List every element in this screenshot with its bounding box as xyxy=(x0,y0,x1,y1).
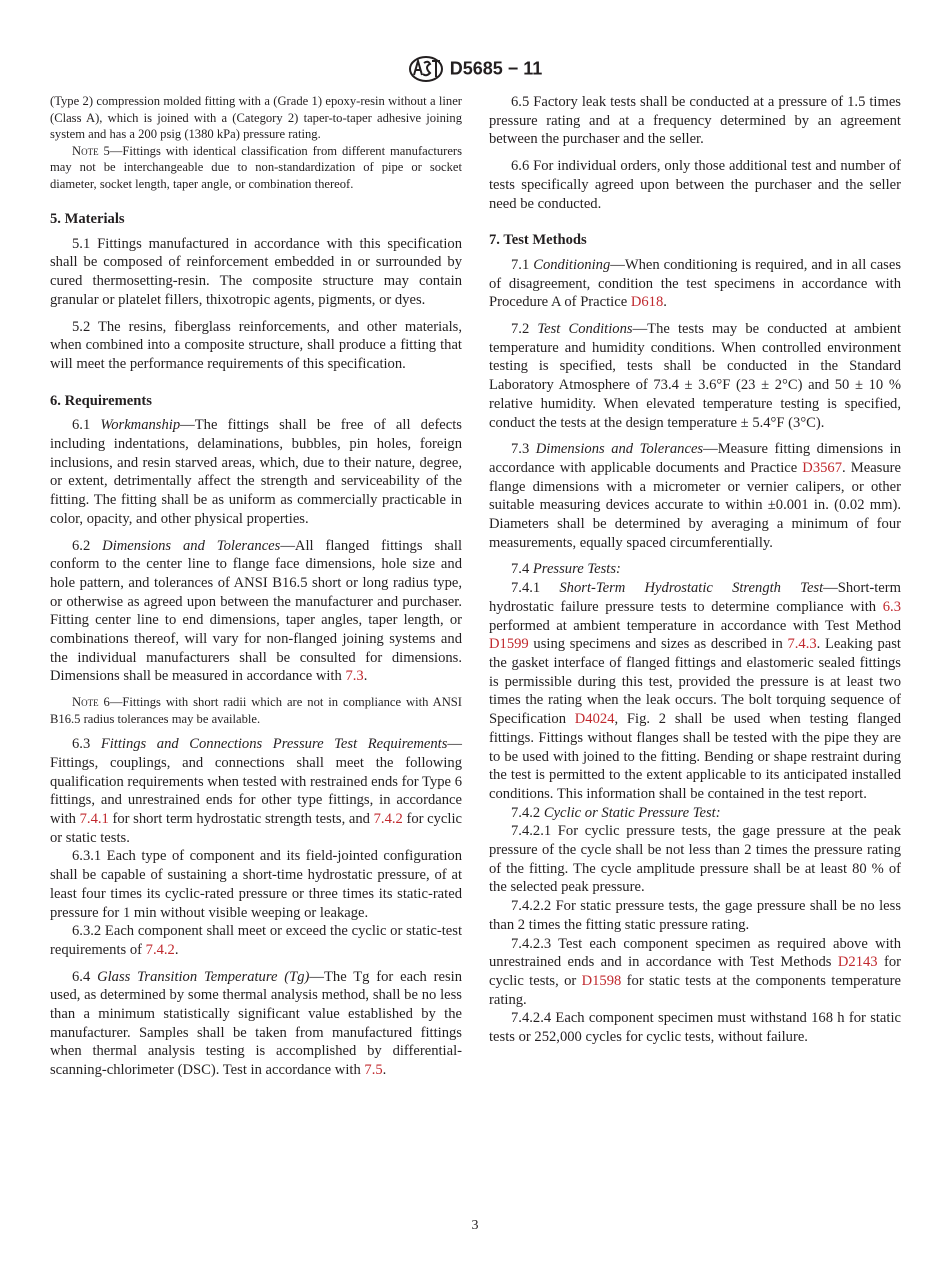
text: 6.2 xyxy=(72,537,103,554)
note xyxy=(50,143,462,193)
text: . xyxy=(382,1062,387,1079)
text: 7.4.2.2 For static pressure tests, the gage pressure shall be no less than 2 times the fitting static pressure rating. xyxy=(489,898,901,933)
paragraph xyxy=(50,93,462,143)
paragraph xyxy=(50,416,462,528)
astm-logo-icon xyxy=(408,55,444,83)
text: 6.5 Factory leak tests shall be conducted at a pressure of 1.5 times pressure rating and at a frequency determined by an agreement between the purchaser and the seller. xyxy=(489,94,901,148)
paragraph xyxy=(489,560,901,579)
paragraph xyxy=(489,157,901,213)
right-column xyxy=(489,93,901,1047)
text: 7.4 xyxy=(511,561,533,578)
text: 6. Requirements xyxy=(50,392,152,409)
text: (Type 2) compression molded fitting with a (Grade 1) epoxy-resin without a liner (Class A), which is joined with a (Category 2) taper-to-taper adhesive joining system and has a 200 psig (1380 kPa) pressure rating. xyxy=(50,94,462,141)
text: for cyclic or static tests. xyxy=(50,810,463,846)
page-number: 3 xyxy=(471,1218,479,1233)
text: 7.2 xyxy=(511,321,538,338)
text: Note xyxy=(72,695,99,710)
cross-reference-link[interactable]: D1599 xyxy=(489,636,529,653)
text: 7.4.2.1 For cyclic pressure tests, the gage pressure at the peak pressure of the cycle shall be not less than 2 times the pressure rating of the fitting. The cycle amplitude pressure shall be at least 80 % of the selected peak pressure. xyxy=(489,823,901,896)
cross-reference-link[interactable]: D2143 xyxy=(837,954,878,971)
paragraph xyxy=(489,822,901,897)
text: —All flanged fittings shall conform to the center line to flange face dimensions, hole size and hole pattern, and tolerances of ANSI B16.5 short or long radius type, or otherwise as agreed upon between the manufacturer and purchaser. Fitting center line to end dimensions, taper angles, taper length, or combinations thereof, will vary for non-flanged joining systems and the individual manufacturers shall be consulted for dimensions. Dimensions shall be measured in accordance with xyxy=(50,537,462,685)
text: 7.3 xyxy=(511,441,536,458)
text: 6.6 For individual orders, only those additional test and number of tests specifically agreed upon between the purchaser and the seller need be conducted. xyxy=(489,158,901,212)
text: 7.1 xyxy=(511,256,534,273)
text: 6.1 xyxy=(72,417,101,434)
paragraph xyxy=(50,968,462,1080)
text: performed at ambient temperature in accordance with Test Method xyxy=(489,617,901,634)
text: —Fittings, couplings, and connections shall meet the following qualification requirements when tested with restrained ends for Type 6 fittings, and unrestrained ends for other type fittings, in accordance with xyxy=(50,736,462,827)
text: Note xyxy=(72,143,99,158)
paragraph xyxy=(489,320,901,432)
italic-term: Workmanship xyxy=(100,417,181,434)
text: —The Tg for each resin used, as determined by some thermal analysis method, shall be no less than a minimum statistically significant value established by the manufacturer. Samples shall be taken from manufactured fittings when thermal analysis testing is accomplished by differential-scanning-chlorimeter (DSC). Test in accordance with xyxy=(50,968,463,1079)
paragraph xyxy=(489,440,901,552)
paragraph xyxy=(489,804,901,823)
text: . xyxy=(663,294,667,311)
cross-reference-link[interactable]: 7.4.2 xyxy=(145,941,175,958)
cross-reference-link[interactable]: 7.4.2 xyxy=(373,810,403,827)
cross-reference-link[interactable]: 7.3 xyxy=(345,668,364,685)
italic-term: Dimensions and Tolerances xyxy=(535,441,704,458)
paragraph xyxy=(50,235,462,310)
cross-reference-link[interactable]: D1598 xyxy=(581,972,622,989)
text: 7.4.2.4 Each component specimen must withstand 168 h for static tests or 252,000 cycles for cyclic tests, without failure. xyxy=(489,1010,901,1046)
italic-term: Fittings and Connections Pressure Test Requirements xyxy=(100,736,448,753)
text: 7.4.2.3 Test each component specimen as required above with unrestrained ends and in accordance with Test Methods xyxy=(489,935,901,971)
paragraph xyxy=(489,1009,901,1046)
paragraph xyxy=(50,537,462,687)
cross-reference-link[interactable]: D4024 xyxy=(574,711,615,728)
text: 5.2 The resins, fiberglass reinforcements, and other materials, when combined into a composite structure, shall produce a fitting that will meet the performance requirements of this specification. xyxy=(50,318,462,372)
left-column xyxy=(50,93,462,1088)
text: 7. Test Methods xyxy=(489,232,587,249)
italic-term: Conditioning xyxy=(533,256,611,273)
text: for static tests at the components temperature rating. xyxy=(489,972,901,1008)
text: 6—Fittings with short radii which are not in compliance with ANSI B16.5 radius tolerances may be available. xyxy=(50,695,462,726)
text: —The tests may be conducted at ambient temperature and humidity conditions. When controlled environment testing is specified, tests shall be conducted in the Standard Laboratory Atmosphere of 73.4 ± 3.6°F (23 ± 2°C) and 50 ± 10 % relative humidity. When elevated temperature testing is specified, conduct the tests at the design temperature ± 5.4°F (3°C). xyxy=(489,321,901,431)
paragraph xyxy=(50,735,462,847)
paragraph xyxy=(50,922,462,959)
text: 6.3.2 Each component shall meet or exceed the cyclic or static-test requirements of xyxy=(50,923,462,958)
cross-reference-link[interactable]: 7.4.3 xyxy=(787,636,817,653)
section-heading xyxy=(50,210,462,229)
text: . xyxy=(363,668,368,685)
section-heading xyxy=(50,392,462,411)
cross-reference-link[interactable]: D618 xyxy=(630,294,664,311)
text: 6.4 xyxy=(72,968,98,985)
text: for cyclic tests, or xyxy=(489,954,901,989)
text: 7.4.1 xyxy=(511,580,560,597)
text: 5. Materials xyxy=(50,211,125,227)
page-header xyxy=(0,55,950,83)
text: . xyxy=(174,941,179,958)
text: 6.3.1 Each type of component and its field-jointed configuration shall be capable of sustaining a short-time hydrostatic pressure, of at least four times its cyclic-rated pressure or three times its static-rated pressure for 1 min without visible weeping or leakage. xyxy=(50,848,462,921)
text: . Measure flange dimensions with a micrometer or vernier calipers, or other suitable measuring devices accurate to within ±0.001 in. (0.02 mm). Diameters shall be determined by averaging a minimum of four measurements, equally spaced circumferentially. xyxy=(489,459,901,551)
italic-term: Dimensions and Tolerances xyxy=(102,537,281,554)
italic-term: Pressure Tests: xyxy=(532,561,621,578)
italic-term: Glass Transition Temperature (Tg) xyxy=(97,968,310,985)
paragraph xyxy=(489,897,901,934)
designation: D5685 − 11 xyxy=(449,58,543,79)
text: 6.3 xyxy=(72,736,101,753)
paragraph xyxy=(50,318,462,374)
paragraph xyxy=(50,847,462,922)
text: , Fig. 2 shall be used when testing flanged fittings. Fittings without flanges shall be tested with the pipe they are to be used with joined to the fitting. Bending or shape restraint during the test is permitted to the extent applicable to its anticipated installed conditions. This information shall be contained in the test report. xyxy=(489,711,901,802)
cross-reference-link[interactable]: D3567 xyxy=(802,459,843,476)
paragraph xyxy=(489,93,901,149)
text: using specimens and sizes as described in xyxy=(528,636,788,653)
text: 7.4.2 xyxy=(511,804,544,821)
paragraph xyxy=(489,256,901,312)
cross-reference-link[interactable]: 6.3 xyxy=(882,598,901,615)
note xyxy=(50,694,462,727)
text: for short term hydrostatic strength tests, and xyxy=(108,810,374,827)
text: —The fittings shall be free of all defects including indentations, delaminations, bubbles, pin holes, foreign inclusions, and resin starved areas, which, due to their nature, degree, or extent, detrimentally affect the strength and serviceability of the fitting. The fitting shall be as uniform as commercially practicable in color, opacity, and other physical properties. xyxy=(50,417,462,527)
italic-term: Test Conditions xyxy=(537,321,633,338)
paragraph xyxy=(489,935,901,1010)
text: 5—Fittings with identical classification from different manufacturers may not be interchangeable due to non-standardization of pipe or socket diameter, socket length, taper angle, or combination thereof. xyxy=(50,143,462,191)
section-heading xyxy=(489,231,901,250)
italic-term: Short-Term Hydrostatic Strength Test xyxy=(559,580,824,597)
text: —Short-term hydrostatic failure pressure tests to determine compliance with xyxy=(489,580,901,615)
italic-term: Cyclic or Static Pressure Test: xyxy=(543,804,721,821)
paragraph xyxy=(489,579,901,803)
text: —Measure fitting dimensions in accordance with applicable documents and Practice xyxy=(489,441,901,476)
text: 5.1 Fittings manufactured in accordance with this specification shall be composed of reinforcement embedded in or surrounded by cured thermosetting-resin. The composite structure may contain granular or platelet fillers, thixotropic agents, pigments, or dyes. xyxy=(50,235,462,308)
text: —When conditioning is required, and in all cases of disagreement, condition the test specimens in accordance with Procedure A of Practice xyxy=(489,256,902,311)
cross-reference-link[interactable]: 7.4.1 xyxy=(79,810,109,827)
text: . Leaking past the gasket interface of flanged fittings and elastomeric sealed fittings is permissible during this test, provided the pressure is at least two times the rating when the leak occurs. The bolt torquing sequence of Specification xyxy=(489,636,901,728)
cross-reference-link[interactable]: 7.5 xyxy=(364,1062,383,1079)
